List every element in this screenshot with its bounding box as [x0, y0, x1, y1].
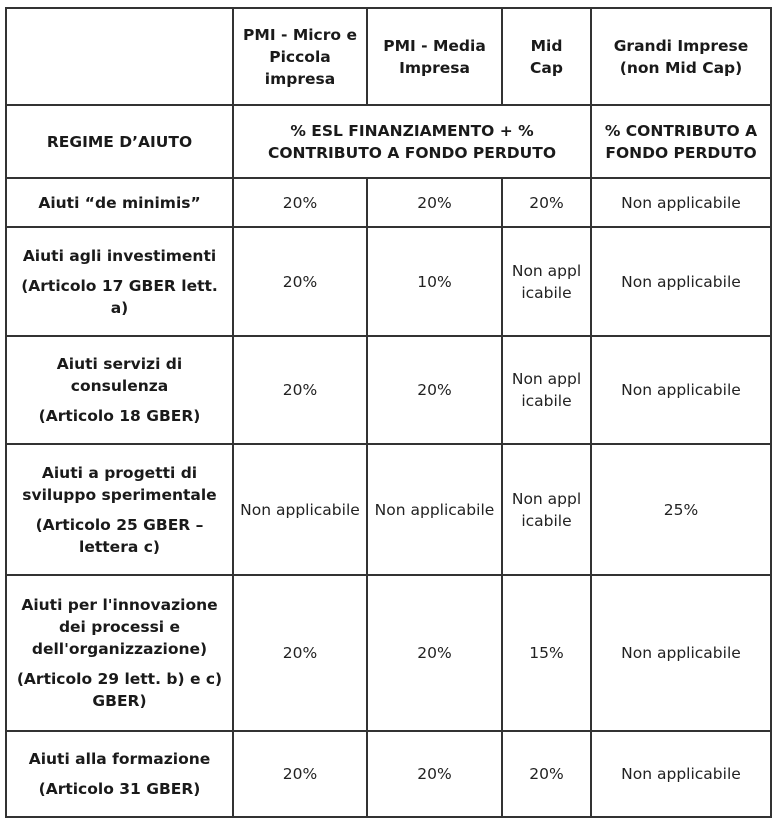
row-title: Aiuti agli investimenti — [22, 246, 217, 265]
row-title: Aiuti alla formazione — [28, 750, 211, 768]
row-reference: (Articolo 31 GBER) — [38, 780, 201, 798]
row-reference: (Articolo 17 GBER lett. a) — [21, 276, 218, 317]
row-label — [6, 178, 233, 227]
value-cell: 20% — [233, 575, 367, 731]
value-text: Non applicabile — [511, 489, 582, 530]
header-grandi-imprese: Grandi Imprese (non Mid Cap) — [591, 8, 771, 105]
table-row — [6, 444, 771, 575]
row-reference: (Articolo 25 GBER – lettera c) — [35, 515, 204, 556]
row-title: Aiuti servizi di consulenza — [56, 355, 183, 395]
row-label — [6, 336, 233, 444]
value-cell: 20% — [367, 336, 502, 444]
value-cell: 20% — [502, 731, 591, 817]
value-cell: Non applicabile — [591, 575, 771, 731]
table-row — [6, 178, 771, 227]
row-title: Aiuti “de minimis” — [38, 193, 201, 212]
value-cell: 15% — [502, 575, 591, 731]
value-cell: 20% — [233, 227, 367, 336]
header-row-company-size — [6, 8, 771, 105]
table-row — [6, 575, 771, 731]
row-label — [6, 575, 233, 731]
value-text: Non applicabile — [511, 261, 582, 302]
header-mid-cap — [502, 8, 591, 105]
row-label — [6, 731, 233, 817]
header-loan-plus-grant: % ESL FINANZIAMENTO + % CONTRIBUTO A FONDO PERDUTO — [233, 105, 591, 178]
row-title: Aiuti a progetti di sviluppo sperimentale — [22, 463, 217, 504]
value-cell — [502, 444, 591, 575]
value-cell: 20% — [367, 178, 502, 227]
value-cell: Non applicabile — [591, 731, 771, 817]
row-title: Aiuti per l'innovazione dei processi e dell'organizzazione) — [21, 596, 218, 658]
header-grant-only: % CONTRIBUTO A FONDO PERDUTO — [591, 105, 771, 178]
header-regime-aiuto: REGIME D’AIUTO — [6, 105, 233, 178]
value-cell: 20% — [233, 178, 367, 227]
header-pmi-media: PMI - Media Impresa — [367, 8, 502, 105]
row-reference: (Articolo 18 GBER) — [38, 407, 201, 425]
value-cell: Non applicabile — [591, 227, 771, 336]
aid-rates-table — [5, 7, 772, 818]
value-cell: 20% — [233, 731, 367, 817]
row-label — [6, 444, 233, 575]
value-cell: 20% — [502, 178, 591, 227]
header-pmi-micro-piccola: PMI - Micro e Piccola impresa — [233, 8, 367, 105]
value-cell — [502, 336, 591, 444]
value-cell: Non applicabile — [591, 178, 771, 227]
row-label — [6, 227, 233, 336]
row-reference: (Articolo 29 lett. b) e c) GBER) — [16, 670, 223, 710]
value-cell — [502, 227, 591, 336]
value-cell: 10% — [367, 227, 502, 336]
header-mid-cap-text: Mid Cap — [530, 36, 563, 77]
value-cell: 20% — [367, 731, 502, 817]
table-row — [6, 227, 771, 336]
value-cell: Non applicabile — [233, 444, 367, 575]
table-row — [6, 731, 771, 817]
header-empty-cell — [6, 8, 233, 105]
value-text: Non applicabile — [511, 370, 582, 410]
table-row — [6, 336, 771, 444]
value-cell: Non applicabile — [591, 336, 771, 444]
value-cell: Non applicabile — [367, 444, 502, 575]
value-cell: 20% — [367, 575, 502, 731]
value-cell: 25% — [591, 444, 771, 575]
header-row-aid-type — [6, 105, 771, 178]
value-cell: 20% — [233, 336, 367, 444]
